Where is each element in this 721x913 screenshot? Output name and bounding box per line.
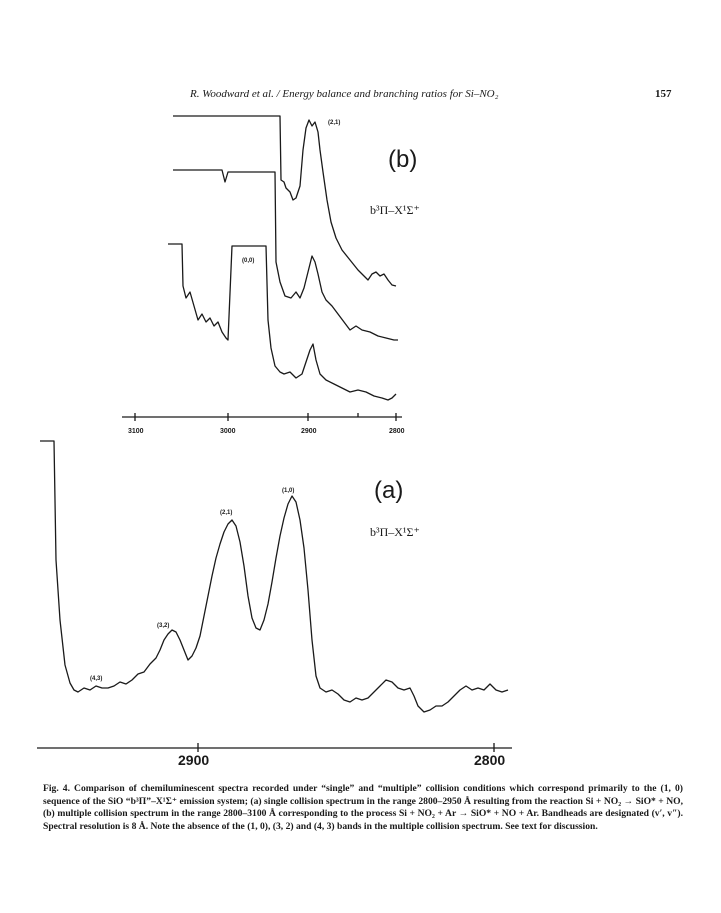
panel-a-band-label: (4,3) (90, 676, 103, 682)
caption-title: Fig. 4. (43, 783, 70, 794)
panel-b-transition: b³Π–X¹Σ⁺ (370, 203, 420, 217)
panel-b-tick-label: 3100 (128, 428, 144, 435)
figure-caption (43, 783, 683, 833)
panel-a-trace (40, 441, 508, 712)
panel-b-trace-bottom (168, 244, 396, 400)
panel-b-band-label: (2,1) (328, 120, 341, 126)
panel-a-transition: b³Π–X¹Σ⁺ (370, 525, 420, 539)
caption-text: Comparison of chemiluminescent spectra recorded under “single” and “multiple” collision conditions which correspond primarily to the (1, 0) sequence of the SiO “b³Π”–X¹Σ⁺ emission system; (a) single collision spectrum in the range 2800–2950 Å resulting from the reaction Si + NO₂ → SiO* + NO, (b) multiple collision spectrum in the range 2800–3100 Å corresponding to the process Si + NO₂ + Ar → SiO* + NO + Ar. Bandheads are designated (v′, v″). Spectral resolution is 8 Å. Note the absence of the (1, 0), (3, 2) and (4, 3) bands in the multiple collision spectrum. See text for discussion. (43, 783, 683, 832)
page-number: 157 (655, 88, 672, 100)
panel-a-tick-label: 2900 (178, 752, 210, 768)
panel-b-tick-label: 3000 (220, 428, 236, 435)
panel-b-trace-middle (173, 170, 398, 340)
panel-b-label: (b) (388, 146, 418, 173)
panel-a-band-label: (3,2) (157, 623, 170, 629)
panel-b-tick-label: 2900 (301, 428, 317, 435)
panel-b-band-label: (0,0) (242, 258, 255, 264)
panel-a-band-label: (2,1) (220, 510, 233, 516)
panel-a-band-label: (1,0) (282, 488, 295, 494)
running-header: R. Woodward et al. / Energy balance and branching ratios for Si–NO₂ (190, 88, 499, 100)
panel-b-trace-top (173, 116, 396, 286)
panel-a-tick-label: 2800 (474, 752, 506, 768)
panel-b-tick-label: 2800 (389, 428, 405, 435)
panel-a-label: (a) (374, 477, 404, 504)
